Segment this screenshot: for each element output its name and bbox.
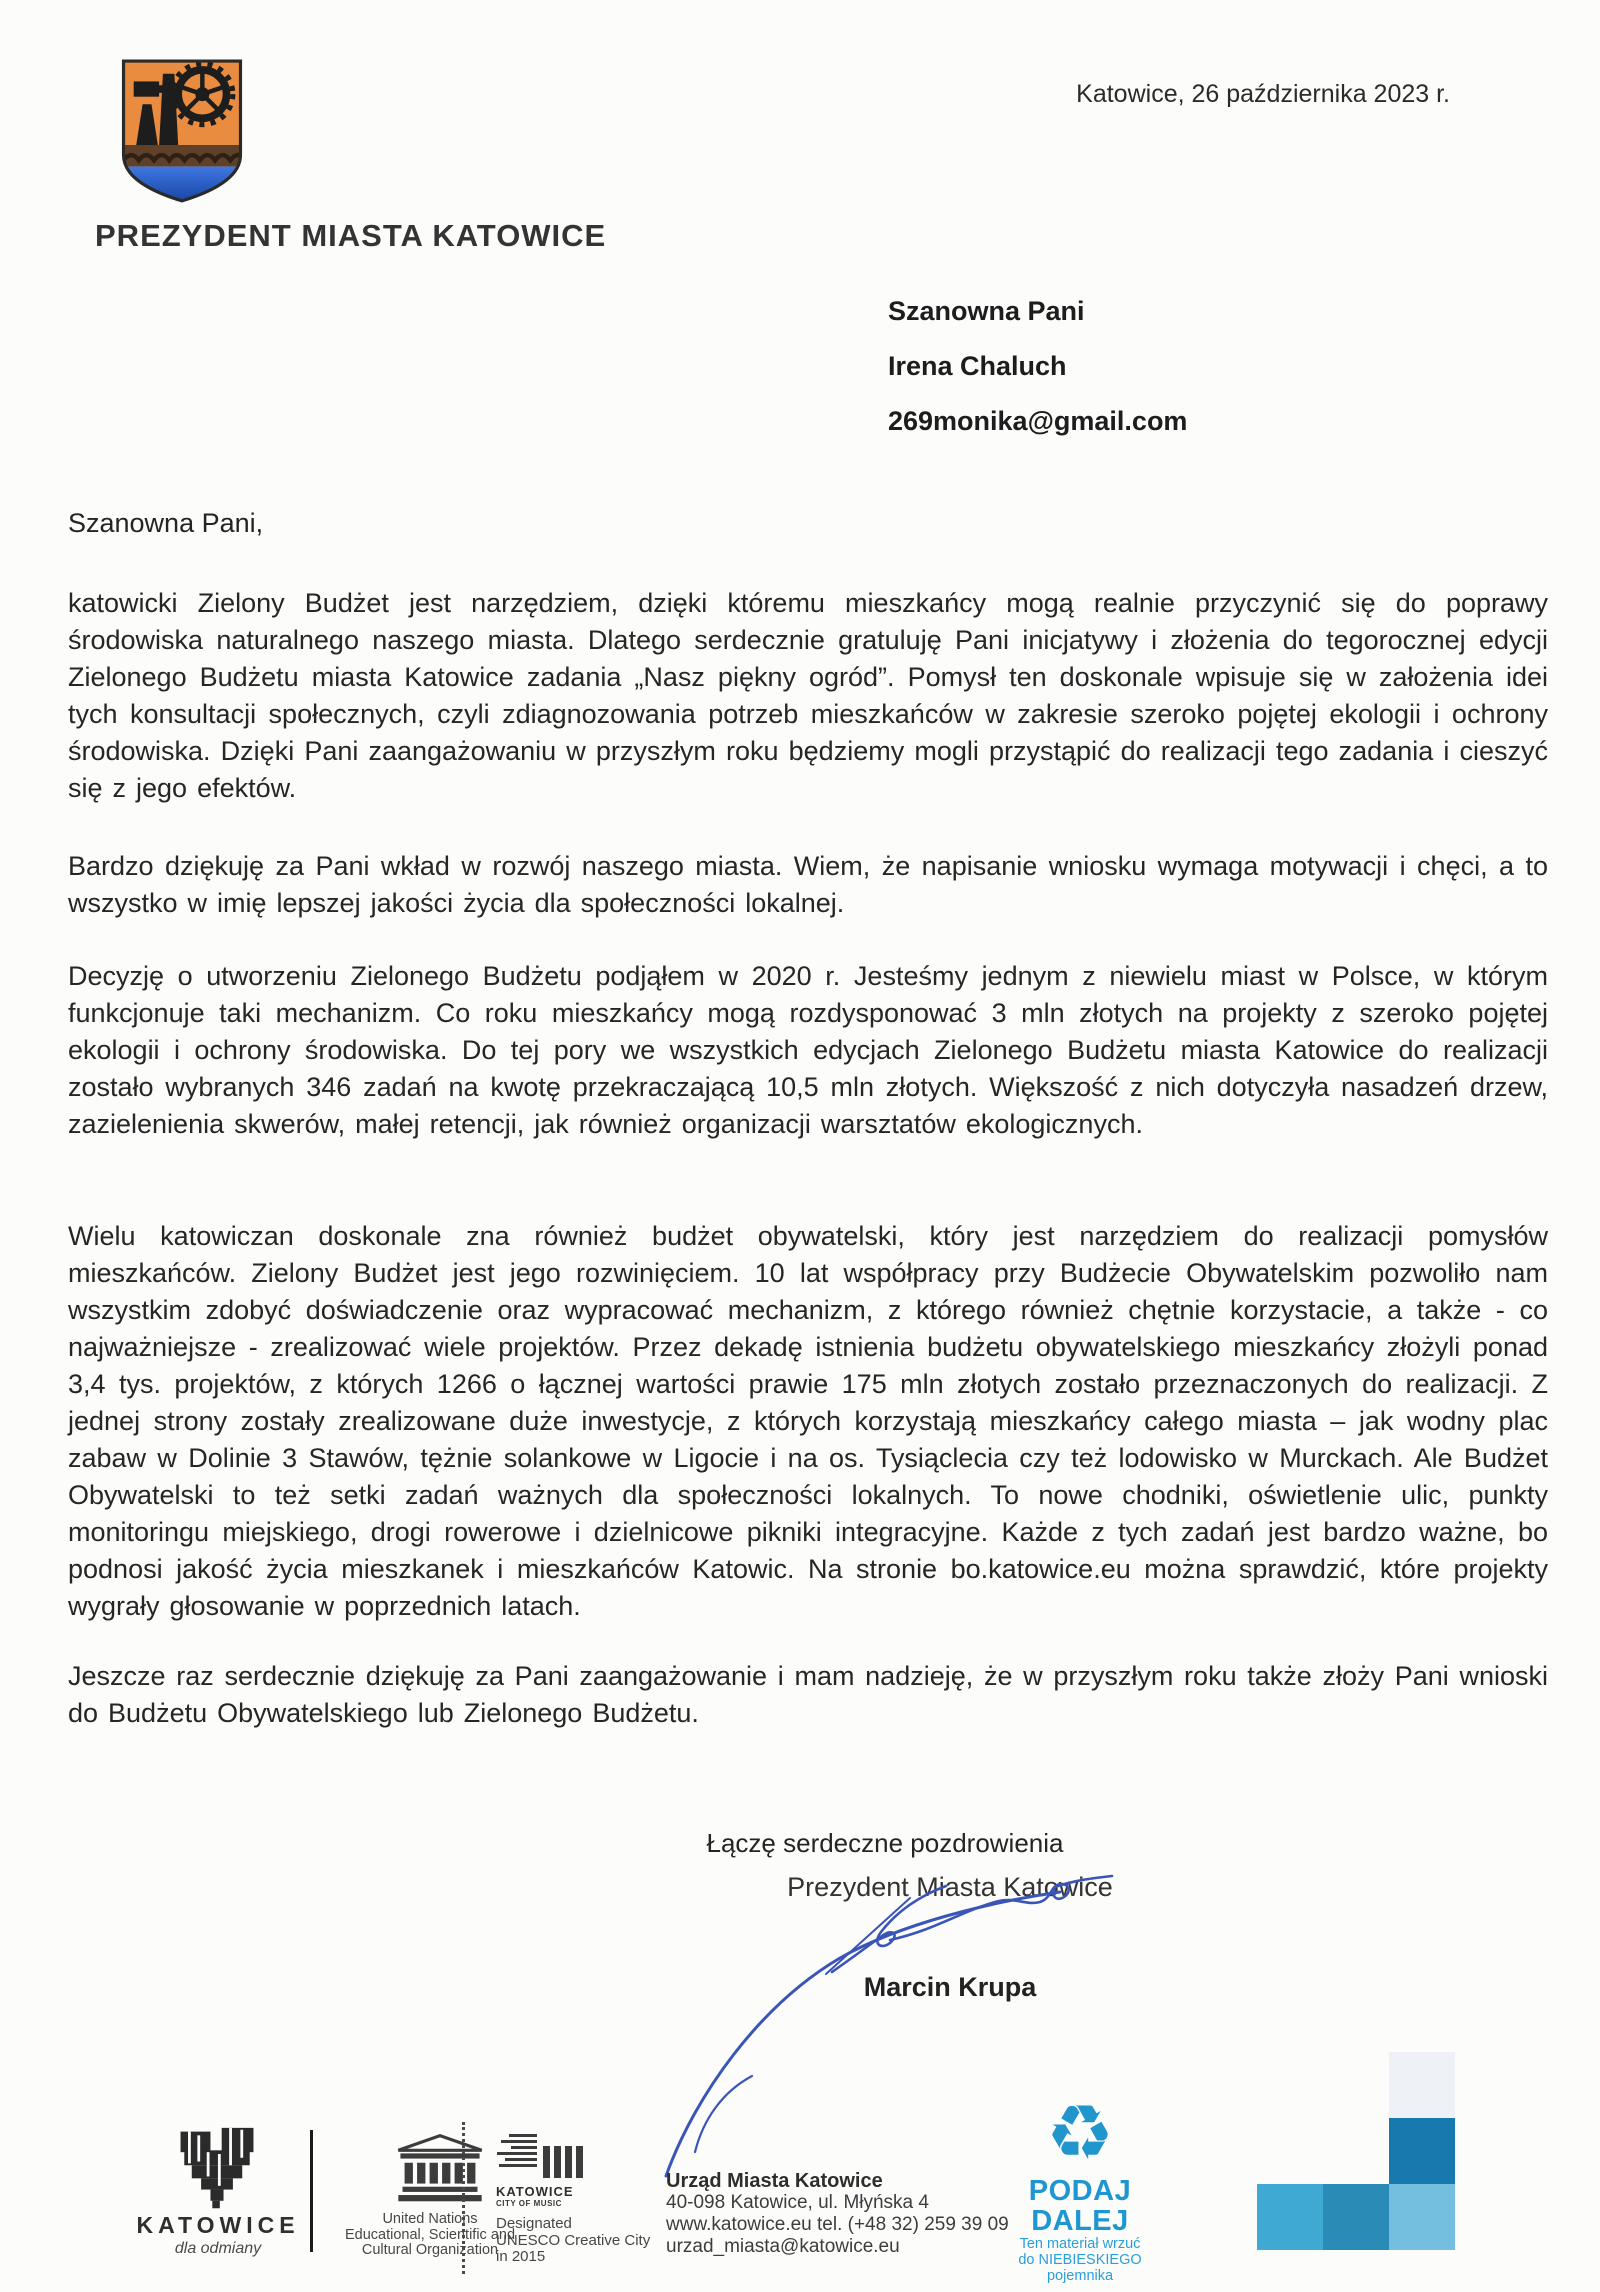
paragraph-1: katowicki Zielony Budżet jest narzędziem, dzięki któremu mieszkańcy mogą realnie przyczynić się do poprawy środowiska naturalnego naszego miasta. Dlatego serdecznie gratuluję Pani inicjatywy i złożenia do tegorocznej edycji Zielonego Budżetu miasta Katowice zadania „Nasz piękny ogród”. Pomysł ten doskonale wpisuje się w założenia idei tych konsultacji społecznych, czyli zdiagnozowania potrzeb mieszkańców w zakresie szeroko pojętej ekologii i ochrony środowiska. Dzięki Pani zaangażowaniu w przyszłym roku będziemy mogli przystąpić do realizacji tego zadania i cieszyć się z jego efektów.: [68, 588, 1548, 803]
paragraph-3: Decyzję o utworzeniu Zielonego Budżetu podjąłem w 2020 r. Jesteśmy jednym z niewielu miast w Polsce, w którym funkcjonuje taki mechanizm. Co roku mieszkańcy mogą rozdysponować 3 mln złotych na projekty z szeroko pojętej ekologii i ochrony środowiska. Do tej pory we wszystkich edycjach Zielonego Budżetu miasta Katowice do realizacji zostało wybranych 346 zadań na kwotę przekraczającą 10,5 mln złotych. Większość z nich dotyczyła nasadzeń drzew, zazielenienia skwerów, małej retencji, jak również organizacji warsztatów ekologicznych.: [68, 961, 1548, 1139]
recycle-title: PODAJ DALEJ: [1028, 2175, 1132, 2237]
recipient-email: 269monika@gmail.com: [888, 406, 1188, 436]
city-of-music-caption-line: UNESCO Creative City: [496, 2231, 651, 2249]
blue-square-decoration: [1323, 2184, 1389, 2250]
unesco-caption-line: United Nations: [382, 2211, 478, 2227]
paragraph-4: Wielu katowiczan doskonale zna również budżet obywatelski, który jest narzędziem do realizacji pomysłów mieszkańców. Zielony Budżet jest jego rozwinięciem. 10 lat współpracy przy Budżecie Obywatelskim pozwoliło nam wszystkim zdobyć doświadczenie oraz wypracować mechanizm, z którego również chętnie korzystacie, a także - co najważniejsze - zrealizować wiele projektów. Przez dekadę istnienia budżetu obywatelskiego mieszkańcy złożyli ponad 3,4 tys. projektów, z których 1266 o łącznej wartości prawie 175 mln złotych zostało przeznaczonych do realizacji. Z jednej strony zostały zrealizowane duże inwestycje, z których korzystają mieszkańcy całego miasta – jak wodny plac zabaw w Dolinie 3 Stawów, tężnie solankowe w Ligocie i na os. Tysiąclecia czy też lodowisko w Murckach. Ale Budżet Obywatelski to też setki zadań ważnych dla społeczności lokalnych. To nowe chodniki, oświetlenie ulic, punkty monitoringu miejskiego, drogi rowerowe i dzielnicowe pikniki integracyjne. Każde z tych zadań jest bardzo ważne, bo podnosi jakość życia mieszkanek i mieszkańców Katowic. Na stronie bo.katowice.eu można sprawdzić, które projekty wygrały głosowanie w poprzednich latach.: [68, 1221, 1548, 1621]
page-title: PREZYDENT MIASTA KATOWICE: [95, 218, 607, 253]
sender-title: Prezydent Miasta Katowice: [787, 1872, 1113, 1902]
farewell-line: Łączę serdeczne pozdrowienia: [706, 1828, 1064, 1858]
footer-dotted-divider: [462, 2122, 465, 2274]
blue-square-decoration: [1389, 2184, 1455, 2250]
salutation: Szanowna Pani,: [68, 508, 264, 538]
recycle-icon: ♻: [1045, 2091, 1115, 2176]
address-street: 40-098 Katowice, ul. Młyńska 4: [666, 2192, 929, 2213]
city-of-music-caption: [496, 2216, 650, 2266]
city-of-music-caption-line: Designated: [496, 2215, 572, 2232]
address-email: urzad_miasta@katowice.eu: [666, 2236, 900, 2257]
blue-square-decoration: [1389, 2118, 1455, 2184]
address-name: Urząd Miasta Katowice: [666, 2170, 883, 2192]
katowice-logo-name: KATOWICE: [136, 2212, 300, 2238]
recycle-note-line: do NIEBIESKIEGO pojemnika: [1018, 2252, 1142, 2284]
address-block: [666, 2170, 1009, 2258]
unesco-caption-line: Educational, Scientific and: [344, 2226, 516, 2243]
paragraph-2: Bardzo dziękuję za Pani wkład w rozwój naszego miasta. Wiem, że napisanie wniosku wymaga motywacji i chęci, a to wszystko w imię lepszej jakości życia dla społeczności lokalnej.: [68, 851, 1548, 918]
address-web-phone: www.katowice.eu tel. (+48 32) 259 39 09: [666, 2214, 1009, 2235]
recipient-block: [888, 284, 1187, 449]
city-of-music-sub: CITY OF MUSIC: [496, 2199, 562, 2208]
sender-name: Marcin Krupa: [863, 1972, 1037, 2002]
date-line: Katowice, 26 października 2023 r.: [1076, 80, 1450, 108]
recycle-note-line: Ten materiał wrzuć: [1019, 2236, 1141, 2252]
recycle-block: [985, 2092, 1175, 2284]
city-of-music-icon: [496, 2132, 588, 2184]
recipient-name: Irena Chaluch: [888, 351, 1067, 381]
city-of-music-brand: KATOWICE: [496, 2184, 574, 2199]
footer-divider: [310, 2130, 313, 2252]
paragraph-5: Jeszcze raz serdecznie dziękuję za Pani zaangażowanie i mam nadzieję, że w przyszłym roku także złoży Pani wnioski do Budżetu Obywatelskiego lub Zielonego Budżetu.: [68, 1661, 1548, 1728]
katowice-heart-logo-icon: [158, 2126, 276, 2212]
blue-square-decoration: [1389, 2052, 1455, 2118]
katowice-logo-tagline: dla odmiany: [174, 2240, 262, 2257]
recipient-salutation: Szanowna Pani: [888, 296, 1085, 326]
city-of-music-caption-line: in 2015: [496, 2248, 546, 2265]
unesco-caption-line: Cultural Organization: [361, 2242, 499, 2258]
blue-square-decoration: [1257, 2184, 1323, 2250]
katowice-coat-of-arms-icon: [118, 56, 246, 206]
